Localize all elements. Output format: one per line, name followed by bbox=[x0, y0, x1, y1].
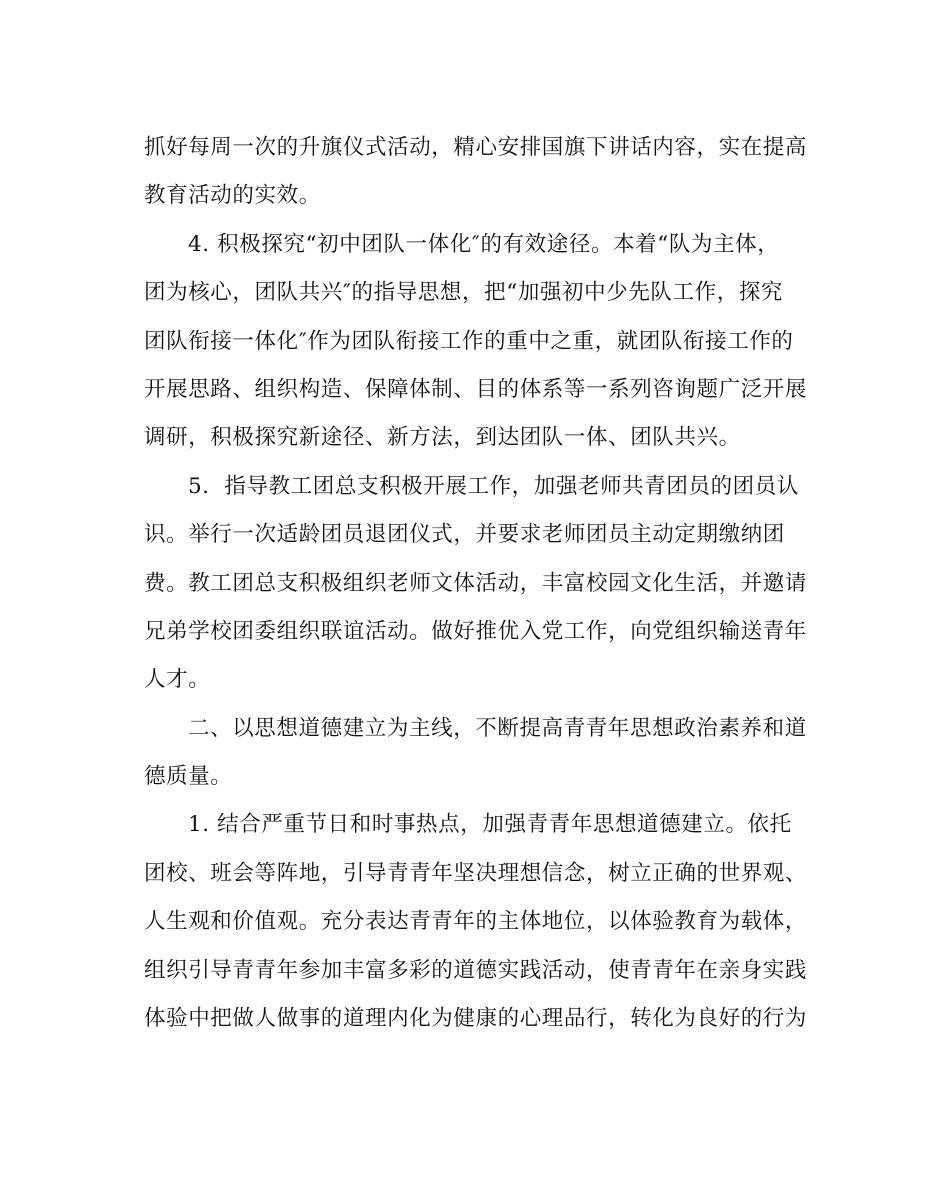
text-line: 组织引导青青年参加丰富多彩的道德实践活动，使青青年在亲身实践 bbox=[144, 957, 808, 983]
text-line: 教育活动的实效。 bbox=[144, 183, 321, 209]
text-line: 调研，积极探究新途径、新方法，到达团队一体、团队共兴。 bbox=[144, 425, 741, 451]
document-body bbox=[144, 124, 808, 1043]
text-line: 兄弟学校团委组织联谊活动。做好推优入党工作，向党组织输送青年 bbox=[144, 618, 808, 644]
text-line: 体验中把做人做事的道理内化为健康的心理品行，转化为良好的行为 bbox=[144, 1006, 808, 1032]
text-line: 团为核心，团队共兴″的指导思想，把“加强初中少先队工作，探究 bbox=[144, 280, 784, 306]
text-line: 人生观和价值观。充分表达青青年的主体地位，以体验教育为载体， bbox=[144, 909, 808, 935]
text-line: 识。举行一次适龄团员退团仪式，并要求老师团员主动定期缴纳团 bbox=[144, 522, 785, 548]
paragraph-start-line: 1. 结合严重节日和时事热点，加强青青年思想道德建立。依托 bbox=[188, 812, 792, 838]
paragraph-start-line: 5．指导教工团总支积极开展工作，加强老师共青团员的团员认 bbox=[188, 473, 799, 499]
text-line: 费。教工团总支积极组织老师文体活动，丰富校园文化生活，并邀请 bbox=[144, 570, 808, 596]
text-line: 开展思路、组织构造、保障体制、目的体系等一系列咨询题广泛开展 bbox=[144, 376, 808, 402]
text-line: 抓好每周一次的升旗仪式活动，精心安排国旗下讲话内容，实在提高 bbox=[144, 135, 808, 160]
text-line: 团队衔接一体化″作为团队衔接工作的重中之重，就团队衔接工作的 bbox=[144, 328, 794, 354]
text-line: 团校、班会等阵地，引导青青年坚决理想信念，树立正确的世界观、 bbox=[144, 860, 808, 886]
text-line: 德质量。 bbox=[144, 764, 233, 790]
text-line: 人才。 bbox=[144, 667, 211, 693]
paragraph-start-line: 4. 积极探究“初中团队一体化″的有效途径。本着“队为主体， bbox=[188, 231, 780, 257]
section-heading-line: 二、以思想道德建立为主线，不断提高青青年思想政治素养和道 bbox=[188, 715, 807, 741]
